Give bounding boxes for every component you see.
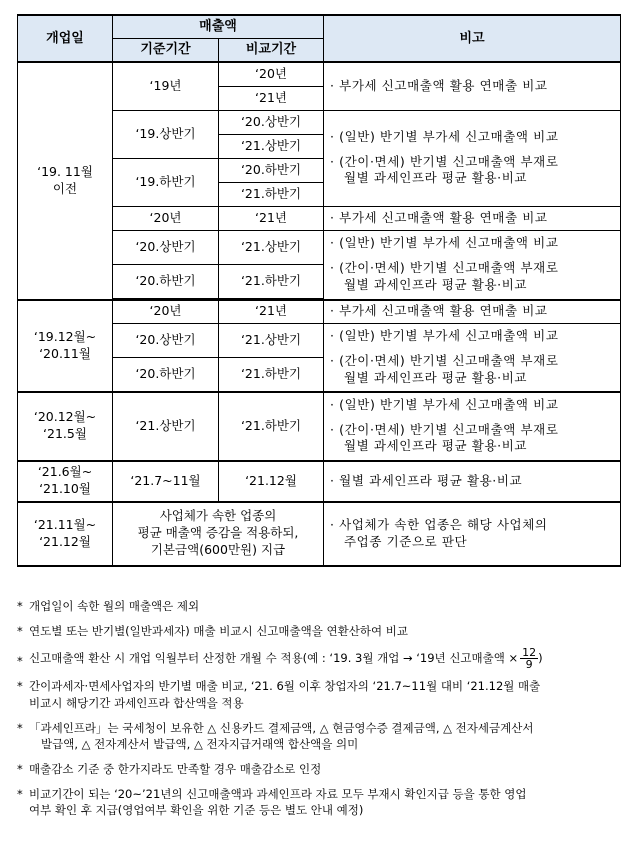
footnote: * 개업일이 속한 월의 매출액은 제외 xyxy=(17,599,200,613)
base-period-cell: ‘20.상반기 xyxy=(113,230,219,264)
open-date-cell: ‘21.6월~ ‘21.10월 xyxy=(18,461,113,502)
header-sales: 매출액 xyxy=(113,15,324,38)
header-compare-period: 비교기간 xyxy=(219,38,324,62)
open-date-cell: ‘19. 11월 이전 xyxy=(18,62,113,300)
base-period-cell: ‘20.하반기 xyxy=(113,264,219,298)
compare-period-cell: ‘21.상반기 xyxy=(219,230,324,264)
base-period-cell: ‘20년 xyxy=(113,300,219,324)
basic-amount-cell: 사업체가 속한 업종의 평균 매출액 증감을 적용하되, 기본금액(600만원) 지급 xyxy=(113,502,324,566)
compare-period-cell: ‘21년 xyxy=(219,300,324,324)
open-date-cell: ‘19.12월~ ‘20.11월 xyxy=(18,300,113,392)
compare-period-cell: ‘20년 xyxy=(219,62,324,86)
remark-cell: · (일반) 반기별 부가세 신고매출액 비교 · (간이·면세) 반기별 신고매출액 부재로 월별 과세인프라 평균 활용·비교 xyxy=(324,324,621,392)
compare-period-cell: ‘21.12월 xyxy=(219,461,324,502)
compare-period-cell: ‘21.하반기 xyxy=(219,264,324,298)
base-period-cell: ‘20년 xyxy=(113,206,219,230)
remark-cell: · 월별 과세인프라 평균 활용·비교 xyxy=(324,461,621,502)
remark-cell: · (일반) 반기별 부가세 신고매출액 비교 · (간이·면세) 반기별 신고매출액 부재로 월별 과세인프라 평균 활용·비교 xyxy=(324,110,621,206)
footnote: * 신고매출액 환산 시 개업 익월부터 산정한 개월 수 적용(예 : ‘19. 3월 개업 → ‘19년 신고매출액 × $\frac{12}{9}$ ) xyxy=(17,646,543,672)
compare-period-cell: ‘21.상반기 xyxy=(219,324,324,358)
compare-period-cell: ‘21.하반기 xyxy=(219,392,324,461)
compare-period-cell: ‘21.하반기 xyxy=(219,358,324,392)
footnote: * 비교기간이 되는 ‘20~’21년의 신고매출액과 과세인프라 자료 모두 부재시 확인지급 등을 통한 영업 여부 확인 후 지급(영업여부 확인을 위한 기준 등은 별도 안내 예정) xyxy=(17,786,527,818)
base-period-cell: ‘21.상반기 xyxy=(113,392,219,461)
remark-cell: · (일반) 반기별 부가세 신고매출액 비교 · (간이·면세) 반기별 신고매출액 부재로 월별 과세인프라 평균 활용·비교 xyxy=(324,230,621,300)
footnote: * 연도별 또는 반기별(일반과세자) 매출 비교시 신고매출액을 연환산하여 비교 xyxy=(17,623,408,638)
compare-period-cell: ‘20.상반기 xyxy=(219,110,324,134)
compare-period-cell: ‘21년 xyxy=(219,206,324,230)
footnote: * 간이과세자·면세사업자의 반기별 매출 비교, ‘21. 6월 이후 창업자의 ‘21.7~11월 대비 ‘21.12월 매출 비교시 해당기간 과세인프라 합산액을 적용 xyxy=(17,679,541,711)
footnotes xyxy=(17,598,623,827)
compare-period-cell: ‘21.상반기 xyxy=(219,134,324,158)
remark-cell: · 부가세 신고매출액 활용 연매출 비교 xyxy=(324,62,621,110)
open-date-cell: ‘21.11월~ ‘21.12월 xyxy=(18,502,113,566)
remark-cell: · 부가세 신고매출액 활용 연매출 비교 xyxy=(324,300,621,324)
remark-cell: · 부가세 신고매출액 활용 연매출 비교 xyxy=(324,206,621,230)
compare-period-cell: ‘21.하반기 xyxy=(219,182,324,206)
compare-period-cell: ‘21년 xyxy=(219,86,324,110)
header-base-period: 기준기간 xyxy=(113,38,219,62)
fraction: $\frac{12}{9}$ xyxy=(522,646,537,672)
base-period-cell: ‘19.상반기 xyxy=(113,110,219,158)
base-period-cell: ‘20.하반기 xyxy=(113,358,219,392)
footnote: * 매출감소 기준 중 한가지라도 만족할 경우 매출감소로 인정 xyxy=(17,762,322,777)
footnote: * 「과세인프라」는 국세청이 보유한 △ 신용카드 결제금액, △ 현금영수증 결제금액, △ 전자세금계산서 발급액, △ 전자계산서 발급액, △ 전자지급거래액 합산액을 의미 xyxy=(17,720,534,752)
remark-cell: · 사업체가 속한 업종은 해당 사업체의 주업종 기준으로 판단 xyxy=(324,502,621,566)
sales-comparison-table xyxy=(17,14,621,567)
remark-cell: · (일반) 반기별 부가세 신고매출액 비교 · (간이·면세) 반기별 신고매출액 부재로 월별 과세인프라 평균 활용·비교 xyxy=(324,392,621,461)
header-remark: 비고 xyxy=(324,15,621,62)
base-period-cell: ‘19년 xyxy=(113,62,219,110)
base-period-cell: ‘21.7~11월 xyxy=(113,461,219,502)
base-period-cell: ‘19.하반기 xyxy=(113,158,219,206)
base-period-cell: ‘20.상반기 xyxy=(113,324,219,358)
open-date-cell: ‘20.12월~ ‘21.5월 xyxy=(18,392,113,461)
header-open-date: 개업일 xyxy=(18,15,113,62)
compare-period-cell: ‘20.하반기 xyxy=(219,158,324,182)
